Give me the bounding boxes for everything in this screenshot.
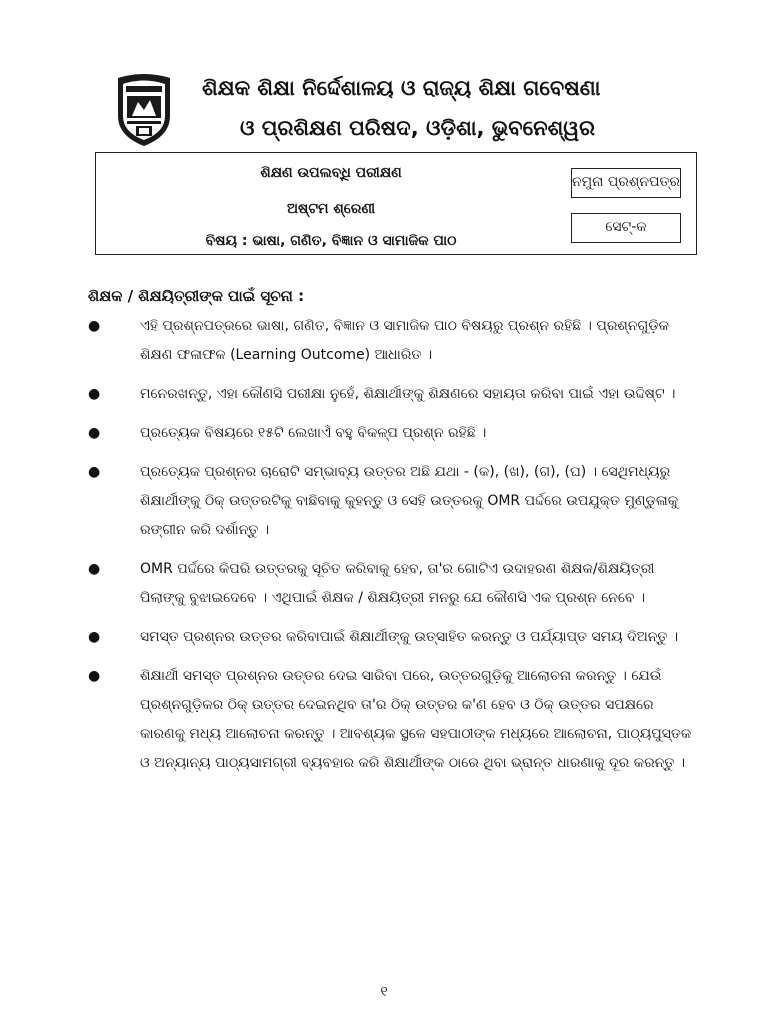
instruction-item — [88, 555, 700, 613]
instructions-heading: ଶିକ୍ଷକ / ଶିକ୍ଷୟିତ୍ରୀଙ୍କ ପାଇଁ ସୂଚନା : — [88, 287, 305, 305]
set-badge: ସେଟ୍-କ — [571, 213, 681, 243]
bullet-icon: ● — [88, 464, 101, 480]
organization-name-line1: ଶିକ୍ଷକ ଶିକ୍ଷା ନିର୍ଦ୍ଦେଶାଳୟ ଓ ରାଜ୍ୟ ଶିକ୍ଷା ଗବେଷଣା — [202, 76, 601, 100]
bullet-icon: ● — [88, 629, 101, 645]
instruction-text: ଏହି ପ୍ରଶ୍ନପତ୍ରରେ ଭାଷା, ଗଣିତ, ବିଜ୍ଞାନ ଓ ସାମାଜିକ ପାଠ ବିଷୟରୁ ପ୍ରଶ୍ନ ରହିଛି । ପ୍ରଶ୍ନଗୁଡ଼ିକ ଶିକ୍ଷଣ ଫଳାଫଳ (Learning Outcome) ଆଧାରିତ । — [140, 318, 669, 363]
page-number: ୧ — [380, 984, 388, 1000]
exam-info-box — [95, 152, 697, 255]
bullet-icon: ● — [88, 561, 101, 577]
instruction-text: ପ୍ରତ୍ୟେକ ପ୍ରଶ୍ନର ଚାରୋଟି ସମ୍ଭାବ୍ୟ ଉତ୍ତର ଅଛି ଯଥା - (କ), (ଖ), (ଗ), (ଘ) । ସେଥିମଧ୍ୟରୁ ଶିକ୍ଷାର୍ଥୀଙ୍କୁ ଠିକ୍ ଉତ୍ତରଟିକୁ ବାଛିବାକୁ କୁହନ୍ତୁ ଓ ସେହି ଉତ୍ତରକୁ OMR ପର୍ଦ୍ଦରେ ଉପଯୁକ୍ତ ମୁଣ୍ଡୁଳାକୁ ରଙ୍ଗୀନ କରି ଦର୍ଶାନ୍ତୁ । — [140, 464, 679, 538]
scert-emblem-icon — [112, 72, 176, 148]
bullet-icon: ● — [88, 318, 101, 334]
instruction-text: ପ୍ରତ୍ୟେକ ବିଷୟରେ ୧୫ଟି ଲେଖାଏଁ ବହୁ ବିକଳ୍ପ ପ୍ରଶ୍ନ ରହିଛି । — [140, 425, 487, 441]
bullet-icon: ● — [88, 668, 101, 684]
instruction-item — [88, 419, 700, 448]
exam-class: ଅଷ୍ଟମ ଶ୍ରେଣୀ — [286, 201, 376, 217]
instruction-text: ସମସ୍ତ ପ୍ରଶ୍ନର ଉତ୍ତର କରିବାପାଇଁ ଶିକ୍ଷାର୍ଥୀଙ୍କୁ ଉତ୍ସାହିତ କରନ୍ତୁ ଓ ପର୍ଯ୍ୟାପ୍ତ ସମୟ ଦିଅନ୍ତୁ । — [140, 629, 679, 645]
bullet-icon: ● — [88, 386, 101, 402]
instruction-item — [88, 380, 700, 409]
instruction-item — [88, 458, 700, 545]
instruction-text: ମନେରଖନ୍ତୁ, ଏହା କୌଣସି ପରୀକ୍ଷା ନୁହେଁ, ଶିକ୍ଷାର୍ଥୀଙ୍କୁ ଶିକ୍ଷଣରେ ସହାୟତା କରିବା ପାଇଁ ଏହା ଉଦ୍ଦିଷ୍ଟ । — [140, 386, 676, 402]
instruction-list — [88, 312, 700, 788]
exam-subjects: ବିଷୟ : ଭାଷା, ଗଣିତ, ବିଜ୍ଞାନ ଓ ସାମାଜିକ ପାଠ — [205, 233, 457, 249]
instruction-text: ଶିକ୍ଷାର୍ଥୀ ସମସ୍ତ ପ୍ରଶ୍ନର ଉତ୍ତର ଦେଇ ସାରିବା ପରେ, ଉତ୍ତରଗୁଡ଼ିକୁ ଆଲୋଚନା କରନ୍ତୁ । ଯେଉଁ ପ୍ରଶ୍ନଗୁଡ଼ିକର ଠିକ୍ ଉତ୍ତର ଦେଇନଥିବ ତା'ର ଠିକ୍ ଉତ୍ତର କ'ଣ ହେବ ଓ ଠିକ୍ ଉତ୍ତର ସପକ୍ଷରେ କାରଣକୁ ମଧ୍ୟ ଆଲୋଚନା କରନ୍ତୁ । ଆବଶ୍ୟକ ସ୍ଥଳେ ସହପାଠୀଙ୍କ ମଧ୍ୟରେ ଆଲୋଚନା, ପାଠ୍ୟପୁସ୍ତକ ଓ ଅନ୍ୟାନ୍ୟ ପାଠ୍ୟସାମଗ୍ରୀ ବ୍ୟବହାର କରି ଶିକ୍ଷାର୍ଥୀଙ୍କ ଠାରେ ଥିବା ଭ୍ରାନ୍ତ ଧାରଣାକୁ ଦୂର କରନ୍ତୁ । — [140, 668, 692, 771]
instruction-item — [88, 623, 700, 652]
instruction-item — [88, 312, 700, 370]
organization-name-line2: ଓ ପ୍ରଶିକ୍ଷଣ ପରିଷଦ, ଓଡ଼ିଶା, ଭୁବନେଶ୍ୱର — [240, 116, 596, 140]
sample-paper-badge: ନମୁନା ପ୍ରଶ୍ନପତ୍ର — [571, 168, 681, 198]
exam-title: ଶିକ୍ଷଣ ଉପଲବ୍ଧି ପରୀକ୍ଷଣ — [260, 165, 402, 181]
bullet-icon: ● — [88, 425, 101, 441]
instruction-item — [88, 662, 700, 778]
instruction-text: OMR ପର୍ଦ୍ଦରେ କିପରି ଉତ୍ତରକୁ ସୂଚିତ କରିବାକୁ ହେବ, ତା'ର ଗୋଟିଏ ଉଦାହରଣ ଶିକ୍ଷକ/ଶିକ୍ଷୟିତ୍ରୀ ପିଲାଙ୍କୁ ବୁଝାଇଦେବେ । ଏଥିପାଇଁ ଶିକ୍ଷକ / ଶିକ୍ଷୟିତ୍ରୀ ମନରୁ ଯେ କୌଣସି ଏକ ପ୍ରଶ୍ନ ନେବେ । — [140, 561, 655, 606]
